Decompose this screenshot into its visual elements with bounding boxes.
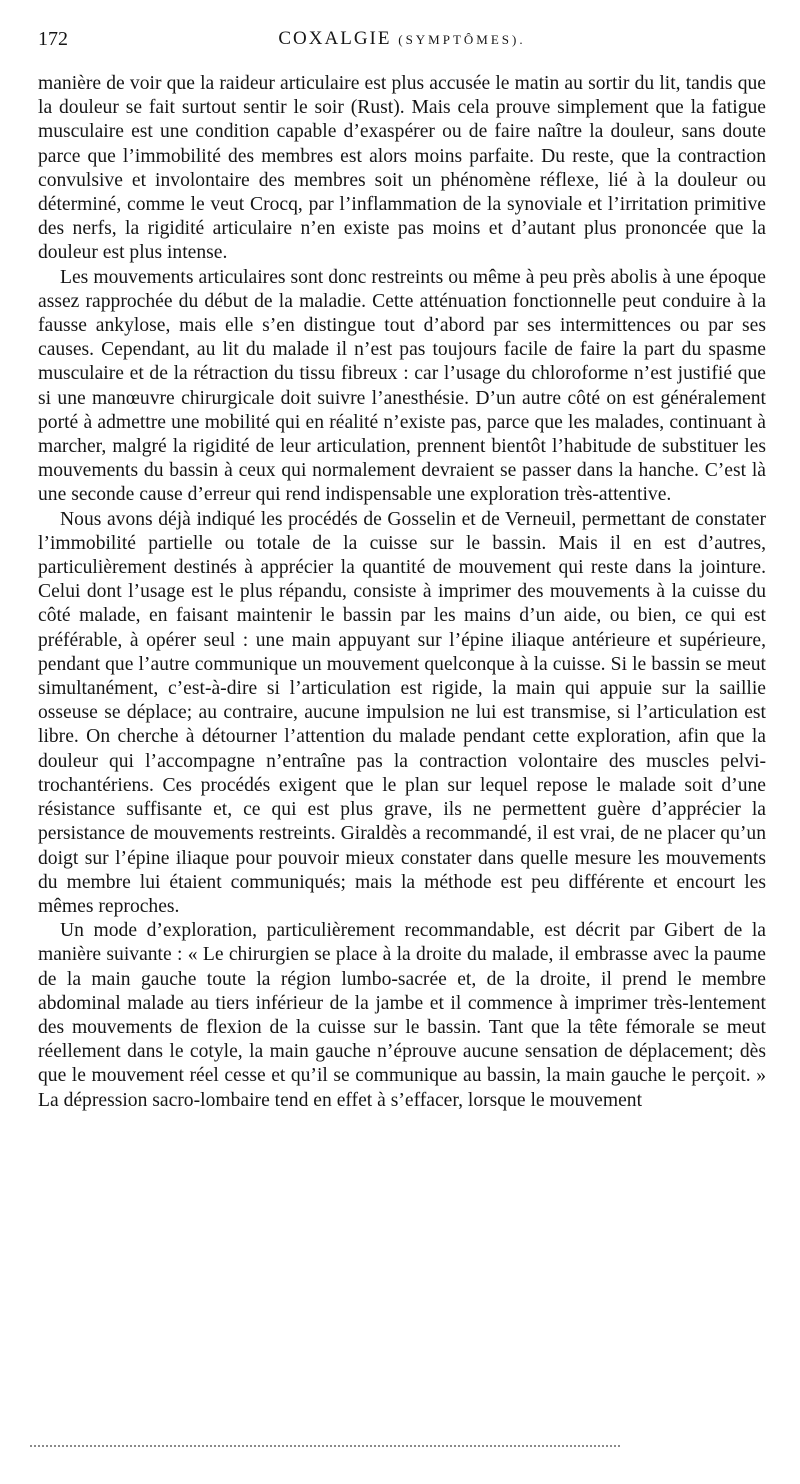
running-title-main: COXALGIE [278,28,392,49]
paragraph-3: Nous avons déjà indiqué les procédés de Gosselin et de Verneuil, permettant de constater l’immobilité partielle ou totale de la cuisse sur le bassin. Mais il en est d’autres, particulièrement destinés à apprécier la quantité de mouvement qui reste dans la jointure. Celui dont l’usage est le plus répandu, consiste à imprimer des mouvements à la cuisse du côté malade, en faisant maintenir le bassin par les mains d’un aide, ou bien, ce qui est préférable, à opérer seul : une main appuyant sur l’épine iliaque antérieure et supérieure, pendant que l’autre communique un mouvement quelconque à la cuisse. Si le bassin se meut simultanément, c’est-à-dire si l’articulation est rigide, la main qui appuie sur la saillie osseuse se déplace; au contraire, aucune impulsion ne lui est transmise, si l’articulation est libre. On cherche à détourner l’attention du malade pendant cette exploration, afin que la douleur qui l’accompagne n’entraîne pas la contraction volontaire des muscles pelvi-trochantériens. Ces procédés exigent que le plan sur lequel repose le malade soit d’une résistance suffisante et, ce qui est plus grave, ils ne permettent guère d’apprécier la persistance de mouvements restreints. Giraldès a recommandé, il est vrai, de ne placer qu’un doigt sur l’épine iliaque pour pouvoir mieux constater dans quelle mesure les mouvements du membre lui étaient communiqués; mais la méthode est peu différente et encourt les mêmes reproches. [38,508,766,917]
running-title [38,28,766,50]
paragraph-1: manière de voir que la raideur articulaire est plus accusée le matin au sortir du lit, tandis que la douleur se fait surtout sentir le soir (Rust). Mais cela prouve simplement que la fatigue musculaire est une condition capable d’exaspérer ou de faire naître la douleur, sans doute parce que l’immobilité des membres est alors moins parfaite. Du reste, que la contraction convulsive et involontaire des membres soit un phénomène réflexe, lié à la douleur ou déterminé, comme le veut Crocq, par l’inflammation de la synoviale et l’irritation primitive des nerfs, la rigidité articulaire n’en existe pas moins et d’autant plus prononcée que la douleur est plus intense. [38,73,766,264]
paragraph-4: Un mode d’exploration, particulièrement recommandable, est décrit par Gibert de la manière suivante : « Le chirurgien se place à la droite du malade, il embrasse avec la paume de la main gauche toute la région lumbo-sacrée et, de la droite, il prend le membre abdominal malade au tiers inférieur de la jambe et il commence à imprimer très-lentement des mouvements de flexion de la cuisse sur le bassin. Tant que la tête fémorale se meut réellement dans le cotyle, la main gauche n’éprouve aucune sensation de déplacement; dès que le mouvement réel cesse et qu’il se communique au bassin, la main gauche le perçoit. » La dépression sacro-lombaire tend en effet à s’effacer, lorsque le mouvement [38,920,766,1111]
running-title-subtitle: (SYMPTÔMES). [398,32,526,47]
body-text [38,72,766,1113]
paragraph-2: Les mouvements articulaires sont donc restreints ou même à peu près abolis à une époque assez rapprochée du début de la maladie. Cette atténuation fonctionnelle peut conduire à la fausse ankylose, mais elle s’en distingue tout d’abord par ses intermittences ou par ses causes. Cependant, au lit du malade il n’est pas toujours facile de faire la part du spasme musculaire et de la rétraction du tissu fibreux : car l’usage du chloroforme n’est justifié que si une manœuvre chirurgicale doit suivre l’anesthésie. D’un autre côté on est généralement porté à admettre une mobilité qui en réalité n’existe pas, parce que les malades, continuant à marcher, malgré la rigidité de leur articulation, prennent bientôt l’habitude de substituer les mouvements du bassin à ceux qui normalement devraient se passer dans la hanche. C’est là une seconde cause d’erreur qui rend indispensable une exploration très-attentive. [38,266,766,506]
book-page [38,28,766,1113]
page-number: 172 [38,28,68,50]
page-header [38,28,766,58]
footer-dotted-rule [30,1445,620,1447]
